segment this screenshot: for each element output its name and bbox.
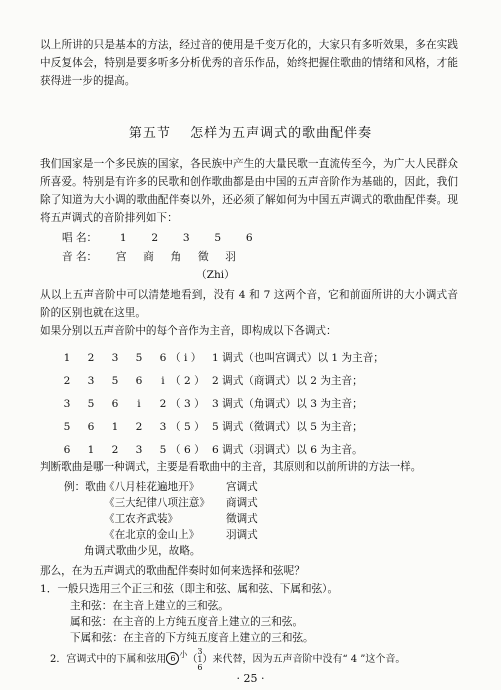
paren-open: （ xyxy=(187,654,198,665)
scale-degree: 6 xyxy=(245,232,253,244)
list-sub-item: 属和弦：在主音的上方纯五度音上建立的三和弦。 xyxy=(70,616,304,628)
paragraph-judge-mode: 判断歌曲是哪一种调式，主要是看歌曲中的主音，其原则和以前所讲的方法一样。 xyxy=(40,461,422,473)
scale-degree: 2 xyxy=(151,232,159,244)
chord-tone: 1 xyxy=(197,654,203,664)
mode-description: 2 调式（商调式）以 2 为主音； xyxy=(212,375,363,387)
mode-note: 2 xyxy=(63,375,71,387)
mode-tonic: （ 5 ） xyxy=(170,421,205,433)
mode-note: 2 xyxy=(135,421,143,433)
page-number: · 25 · xyxy=(236,672,265,685)
mode-description: 1 调式（也叫宫调式）以 1 为主音； xyxy=(212,352,384,364)
sing-name-row xyxy=(62,229,253,247)
mode-note: 3 xyxy=(87,375,95,387)
mode-note: 5 xyxy=(111,375,119,387)
example-mode: 徵调式 xyxy=(226,513,258,525)
example-mode: 商调式 xyxy=(226,497,258,509)
paragraph-question: 那么，在为五声调式的歌曲配伴奏时如何来选择和弦呢？ xyxy=(40,565,305,577)
tone-name: 宫 xyxy=(115,251,127,263)
mode-note: 5 xyxy=(159,444,167,456)
mode-description: 3 调式（角调式）以 3 为主音； xyxy=(212,398,363,410)
zhi-pronunciation: （Zhi） xyxy=(196,269,235,281)
tone-name: 商 xyxy=(143,251,154,263)
mode-note: 5 xyxy=(63,421,71,433)
chord-tone: 3 xyxy=(197,646,203,656)
chord-tone: 6 xyxy=(197,662,203,672)
tone-name: 角 xyxy=(170,251,182,263)
mode-note: 6 xyxy=(63,444,71,456)
list-sub-item: 主和弦：在主音上建立的三和弦。 xyxy=(70,600,229,612)
mode-note: 1 xyxy=(63,352,71,364)
list-item-2-prefix: 2．宫调式中的下属和弦用 xyxy=(50,654,167,665)
mode-description: 5 调式（徵调式）以 5 为主音； xyxy=(212,421,363,433)
example-song: 《三大纪律八项注意》 xyxy=(104,497,210,509)
list-item-2-suffix: 来代替，因为五声音阶中没有“ 4 ”这个音。 xyxy=(212,654,406,665)
scale-degree: 5 xyxy=(214,232,222,244)
mode-note: 1 xyxy=(87,444,95,456)
mode-note: 5 xyxy=(87,398,95,410)
mode-note: 2 xyxy=(111,444,119,456)
mode-note: 3 xyxy=(159,421,167,433)
mode-note: i xyxy=(161,375,165,387)
mode-tonic: （ 6 ） xyxy=(170,444,205,456)
section-number: 第五节 xyxy=(128,126,171,141)
mode-note: 5 xyxy=(135,352,143,364)
example-song: 《工农齐武装》 xyxy=(104,513,179,525)
scale-degree: 1 xyxy=(119,232,127,244)
mode-note: 6 xyxy=(87,421,95,433)
list-item-2 xyxy=(50,646,405,672)
mode-note: i xyxy=(137,398,141,410)
minor-mark: 小 xyxy=(179,650,188,659)
tone-name-row xyxy=(62,248,236,266)
example-song: 《八月桂花遍地开》 xyxy=(104,481,200,493)
tone-name-label: 音 名： xyxy=(62,251,98,263)
scale-degree: 3 xyxy=(182,232,190,244)
example-mode: 羽调式 xyxy=(226,529,258,541)
example-note: 角调式歌曲少见，故略。 xyxy=(84,545,201,557)
list-sub-item: 下属和弦：在主音的下方纯五度音上建立的三和弦。 xyxy=(70,632,314,644)
mode-description: 6 调式（羽调式）以 6 为主音。 xyxy=(212,444,363,456)
paragraph-scale-note: 从以上五声音阶中可以清楚地看到，没有 4 和 7 这两个音，它和前面所讲的大小调式音阶的区别也就在这里。 xyxy=(40,289,458,319)
mode-note: 6 xyxy=(135,375,143,387)
example-song: 《在北京的金山上》 xyxy=(104,529,200,541)
example-mode: 宫调式 xyxy=(226,481,258,493)
section-heading: 怎样为五声调式的歌曲配伴奏 xyxy=(190,126,373,141)
list-item-1: 1．一般只选用三个正三和弦（即主和弦、属和弦、下属和弦）。 xyxy=(40,583,339,595)
paragraph-modes-intro: 如果分别以五声音阶中的每个音作为主音，即构成以下各调式： xyxy=(40,325,337,337)
mode-note: 1 xyxy=(111,421,119,433)
mode-note: 2 xyxy=(87,352,95,364)
mode-note: 3 xyxy=(63,398,71,410)
tone-name: 徵 xyxy=(197,251,209,263)
circled-six-icon: 6 xyxy=(166,652,179,665)
sing-name-label: 唱 名： xyxy=(62,232,98,244)
mode-tonic: （ i ） xyxy=(170,352,202,364)
tone-name: 羽 xyxy=(225,251,236,263)
paragraph-intro: 以上所讲的只是基本的方法，经过音的使用是千变万化的，大家只有多听效果，多在实践中反复体会，特别是要多听多分析优秀的音乐作品，始终把握住歌曲的情绪和风格，才能获得进一步的提高。 xyxy=(40,39,458,87)
mode-tonic: （ 3 ） xyxy=(170,398,205,410)
mode-note: 3 xyxy=(135,444,143,456)
section-title xyxy=(0,125,501,143)
mode-note: 2 xyxy=(159,398,167,410)
mode-note: 6 xyxy=(111,398,119,410)
paren-close: ） xyxy=(202,654,213,665)
example-prefix: 例：歌曲 xyxy=(64,481,107,493)
paragraph-background: 我们国家是一个多民族的国家，各民族中产生的大量民歌一直流传至今，为广大人民群众所喜爱。特别是有许多的民歌和创作歌曲都是由中国的五声音阶作为基础的，因此，我们除了知道为大小调的歌曲配伴奏以外，还必须了解如何为中国五声调式的歌曲配伴奏。现将五声调式的音阶排列如下： xyxy=(40,158,458,224)
mode-note: 6 xyxy=(159,352,167,364)
mode-tonic: （ 2 ） xyxy=(170,375,205,387)
mode-note: 3 xyxy=(111,352,119,364)
